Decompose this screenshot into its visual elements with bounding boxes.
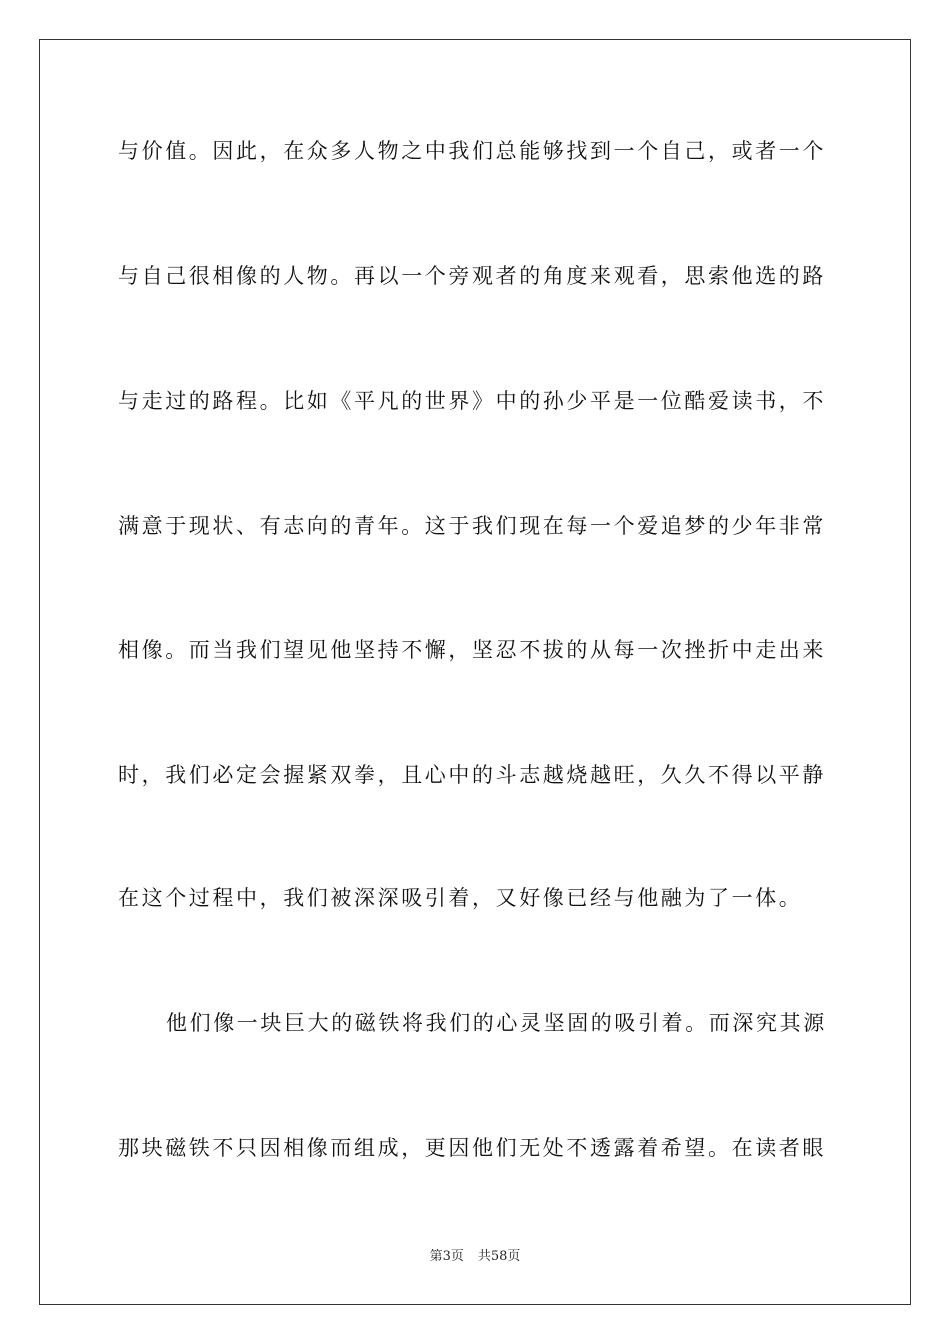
page-border: [39, 39, 911, 1305]
text-line: 与价值。因此，在众多人物之中我们总能够找到一个自己，或者一个: [118, 139, 826, 163]
text-line: 那块磁铁不只因相像而组成，更因他们无处不透露着希望。在读者眼: [118, 1136, 826, 1160]
text-line: 在这个过程中，我们被深深吸引着，又好像已经与他融为了一体。: [118, 886, 803, 910]
page-footer: [0, 1248, 950, 1266]
paragraph-start-line: 他们像一块巨大的磁铁将我们的心灵坚固的吸引着。而深究其源: [166, 1011, 827, 1035]
text-line: 满意于现状、有志向的青年。这于我们现在每一个爱追梦的少年非常: [118, 514, 826, 538]
total-pages: 共58页: [477, 1249, 521, 1264]
page-number: 第3页: [429, 1249, 464, 1264]
text-line: 相像。而当我们望见他坚持不懈，坚忍不拔的从每一次挫折中走出来: [118, 638, 826, 662]
text-line: 时，我们必定会握紧双拳，且心中的斗志越烧越旺，久久不得以平静: [118, 763, 826, 787]
text-line: 与走过的路程。比如《平凡的世界》中的孙少平是一位酷爱读书，不: [118, 389, 826, 413]
text-line: 与自己很相像的人物。再以一个旁观者的角度来观看，思索他选的路: [118, 264, 826, 288]
